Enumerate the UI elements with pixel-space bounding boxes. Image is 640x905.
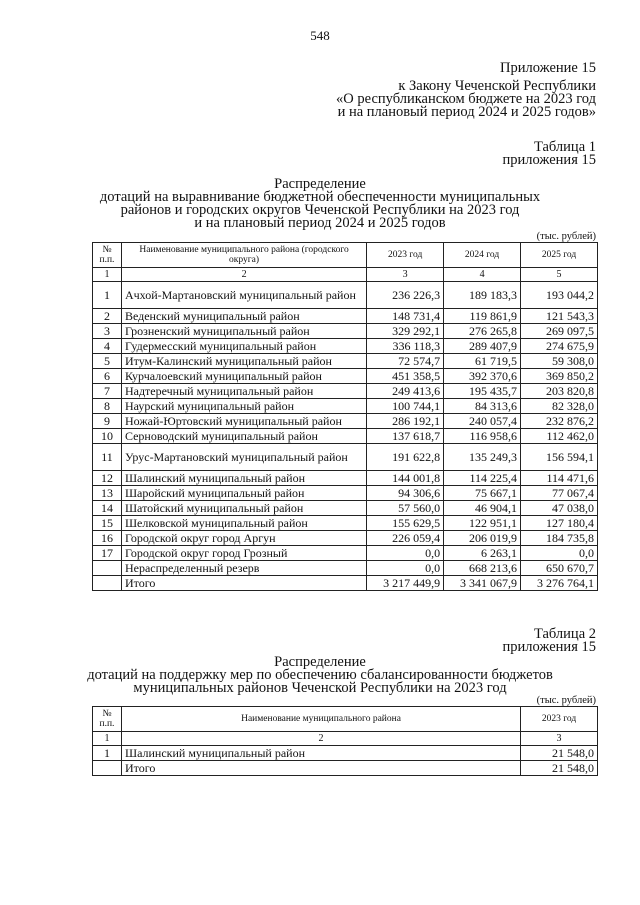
- page-number: 548: [310, 28, 330, 43]
- row-value-2023: 236 226,3: [367, 282, 444, 309]
- table-row: [93, 369, 598, 384]
- row-number: 2: [93, 309, 122, 324]
- colnum: 1: [93, 268, 122, 282]
- table2-header-row: [93, 707, 598, 732]
- row-value-2024: 240 057,4: [444, 414, 521, 429]
- row-value-2023: 329 292,1: [367, 324, 444, 339]
- row-value-2024: 46 904,1: [444, 501, 521, 516]
- table-row: [93, 471, 598, 486]
- row-value-2024: 276 265,8: [444, 324, 521, 339]
- header-name: Наименование муниципального района (городского округа): [121, 243, 366, 268]
- row-value-2025: 193 044,2: [521, 282, 598, 309]
- row-number: [93, 576, 122, 591]
- colnum: 5: [521, 268, 598, 282]
- row-value-2025: 3 276 764,1: [521, 576, 598, 591]
- row-name: Итого: [121, 761, 520, 776]
- table-row: [93, 546, 598, 561]
- table1-heading-line: дотаций на выравнивание бюджетной обеспеченности муниципальных: [99, 189, 541, 205]
- table1-heading-line: и на плановый период 2024 и 2025 годов: [194, 215, 446, 231]
- row-number: [93, 761, 122, 776]
- table2-label-line: Таблица 2: [533, 626, 596, 642]
- row-name: Курчалоевский муниципальный район: [121, 369, 366, 384]
- row-value-2024: 392 370,6: [444, 369, 521, 384]
- row-value-2023: 3 217 449,9: [367, 576, 444, 591]
- table-row: [93, 531, 598, 546]
- appendix-title: Приложение 15: [500, 60, 596, 76]
- row-value-2024: 195 435,7: [444, 384, 521, 399]
- table-row: [93, 501, 598, 516]
- row-value-2025: 0,0: [521, 546, 598, 561]
- table2-heading-line: Распределение: [274, 654, 366, 670]
- colnum: 2: [121, 732, 520, 746]
- row-value-2024: 6 263,1: [444, 546, 521, 561]
- table-row: [93, 282, 598, 309]
- row-value-2023: 21 548,0: [521, 746, 598, 761]
- table1-heading-line: районов и городских округов Чеченской Республики на 2023 год: [120, 202, 520, 218]
- row-number: 6: [93, 369, 122, 384]
- row-value-2023: 451 358,5: [367, 369, 444, 384]
- colnum: 4: [444, 268, 521, 282]
- table2: [92, 706, 598, 776]
- row-value-2025: 369 850,2: [521, 369, 598, 384]
- row-value-2025: 82 328,0: [521, 399, 598, 414]
- header-2024: 2024 год: [444, 243, 521, 268]
- table-row: [93, 576, 598, 591]
- row-name: Грозненский муниципальный район: [121, 324, 366, 339]
- row-value-2023: 144 001,8: [367, 471, 444, 486]
- table-row: [93, 324, 598, 339]
- row-value-2025: 203 820,8: [521, 384, 598, 399]
- row-number: 7: [93, 384, 122, 399]
- row-value-2025: 121 543,3: [521, 309, 598, 324]
- row-name: Ачхой-Мартановский муниципальный район: [121, 282, 366, 309]
- table1-label-line: приложения 15: [502, 152, 596, 168]
- row-value-2023: 226 059,4: [367, 531, 444, 546]
- row-number: 1: [93, 746, 122, 761]
- row-name: Городской округ город Грозный: [121, 546, 366, 561]
- row-name: Шаройский муниципальный район: [121, 486, 366, 501]
- table2-heading-line: дотаций на поддержку мер по обеспечению сбалансированности бюджетов: [87, 667, 553, 683]
- row-value-2025: 77 067,4: [521, 486, 598, 501]
- row-number: [93, 561, 122, 576]
- row-value-2025: 112 462,0: [521, 429, 598, 444]
- table1: [92, 242, 598, 591]
- appendix-line: и на плановый период 2024 и 2025 годов»: [337, 104, 596, 120]
- header-2025: 2025 год: [521, 243, 598, 268]
- row-number: 12: [93, 471, 122, 486]
- row-name: Шатойский муниципальный район: [121, 501, 366, 516]
- row-value-2025: 59 308,0: [521, 354, 598, 369]
- table1-colnum-row: [93, 268, 598, 282]
- row-value-2023: 155 629,5: [367, 516, 444, 531]
- table-row: [93, 486, 598, 501]
- table-row: [93, 444, 598, 471]
- table1-units: (тыс. рублей): [536, 231, 596, 242]
- header-num: № п.п.: [93, 243, 122, 268]
- row-number: 10: [93, 429, 122, 444]
- row-value-2025: 127 180,4: [521, 516, 598, 531]
- table-row: [93, 516, 598, 531]
- row-name: Городской округ город Аргун: [121, 531, 366, 546]
- table-row: [93, 561, 598, 576]
- row-value-2025: 274 675,9: [521, 339, 598, 354]
- table-row: [93, 339, 598, 354]
- row-value-2025: 269 097,5: [521, 324, 598, 339]
- row-name: Итум-Калинский муниципальный район: [121, 354, 366, 369]
- row-number: 11: [93, 444, 122, 471]
- table-row: [93, 354, 598, 369]
- row-value-2023: 100 744,1: [367, 399, 444, 414]
- row-name: Надтеречный муниципальный район: [121, 384, 366, 399]
- row-number: 1: [93, 282, 122, 309]
- row-value-2024: 189 183,3: [444, 282, 521, 309]
- row-name: Шалинский муниципальный район: [121, 746, 520, 761]
- row-number: 13: [93, 486, 122, 501]
- appendix-header: [336, 62, 596, 119]
- row-number: 16: [93, 531, 122, 546]
- row-value-2023: 336 118,3: [367, 339, 444, 354]
- row-name: Урус-Мартановский муниципальный район: [121, 444, 366, 471]
- row-value-2024: 75 667,1: [444, 486, 521, 501]
- row-value-2023: 0,0: [367, 546, 444, 561]
- row-value-2024: 116 958,6: [444, 429, 521, 444]
- row-number: 14: [93, 501, 122, 516]
- row-name: Шелковской муниципальный район: [121, 516, 366, 531]
- colnum: 3: [367, 268, 444, 282]
- row-name: Шалинский муниципальный район: [121, 471, 366, 486]
- colnum: 1: [93, 732, 122, 746]
- row-number: 9: [93, 414, 122, 429]
- row-value-2025: 156 594,1: [521, 444, 598, 471]
- row-number: 15: [93, 516, 122, 531]
- table2-label-line: приложения 15: [502, 639, 596, 655]
- table-row: [93, 429, 598, 444]
- table-row: [93, 384, 598, 399]
- row-name: Гудермесский муниципальный район: [121, 339, 366, 354]
- row-value-2023: 286 192,1: [367, 414, 444, 429]
- row-value-2024: 3 341 067,9: [444, 576, 521, 591]
- table2-label: [503, 628, 596, 654]
- table2-units: (тыс. рублей): [536, 695, 596, 706]
- header-num: № п.п.: [93, 707, 122, 732]
- row-value-2023: 137 618,7: [367, 429, 444, 444]
- row-value-2025: 232 876,2: [521, 414, 598, 429]
- row-value-2023: 148 731,4: [367, 309, 444, 324]
- row-value-2025: 650 670,7: [521, 561, 598, 576]
- table1-label-line: Таблица 1: [533, 139, 596, 155]
- row-value-2024: 119 861,9: [444, 309, 521, 324]
- table1-label: [503, 141, 596, 167]
- row-value-2024: 61 719,5: [444, 354, 521, 369]
- header-name: Наименование муниципального района: [121, 707, 520, 732]
- row-name: Наурский муниципальный район: [121, 399, 366, 414]
- table1-heading-line: Распределение: [274, 176, 366, 192]
- row-value-2024: 114 225,4: [444, 471, 521, 486]
- row-value-2025: 184 735,8: [521, 531, 598, 546]
- row-number: 3: [93, 324, 122, 339]
- table-row: [93, 399, 598, 414]
- row-name: Веденский муниципальный район: [121, 309, 366, 324]
- colnum: 3: [521, 732, 598, 746]
- row-value-2023: 57 560,0: [367, 501, 444, 516]
- table-row: [93, 414, 598, 429]
- row-value-2023: 72 574,7: [367, 354, 444, 369]
- row-value-2024: 135 249,3: [444, 444, 521, 471]
- appendix-line: к Закону Чеченской Республики: [398, 78, 596, 94]
- table2-colnum-row: [93, 732, 598, 746]
- row-number: 17: [93, 546, 122, 561]
- row-name: Ножай-Юртовский муниципальный район: [121, 414, 366, 429]
- table1-heading: [40, 178, 600, 230]
- row-name: Итого: [121, 576, 366, 591]
- table1-header-row: [93, 243, 598, 268]
- row-value-2024: 668 213,6: [444, 561, 521, 576]
- table-row: [93, 309, 598, 324]
- row-value-2023: 21 548,0: [521, 761, 598, 776]
- header-2023: 2023 год: [367, 243, 444, 268]
- row-value-2023: 94 306,6: [367, 486, 444, 501]
- row-name: Нераспределенный резерв: [121, 561, 366, 576]
- table-row: [93, 761, 598, 776]
- row-number: 5: [93, 354, 122, 369]
- header-2023: 2023 год: [521, 707, 598, 732]
- appendix-line: «О республиканском бюджете на 2023 год: [336, 91, 596, 107]
- row-number: 8: [93, 399, 122, 414]
- row-number: 4: [93, 339, 122, 354]
- row-value-2024: 289 407,9: [444, 339, 521, 354]
- row-value-2024: 206 019,9: [444, 531, 521, 546]
- row-value-2025: 47 038,0: [521, 501, 598, 516]
- row-value-2025: 114 471,6: [521, 471, 598, 486]
- row-name: Серноводский муниципальный район: [121, 429, 366, 444]
- table2-heading-line: муниципальных районов Чеченской Республики на 2023 год: [133, 680, 507, 696]
- row-value-2023: 0,0: [367, 561, 444, 576]
- row-value-2024: 122 951,1: [444, 516, 521, 531]
- table-row: [93, 746, 598, 761]
- colnum: 2: [121, 268, 366, 282]
- row-value-2023: 249 413,6: [367, 384, 444, 399]
- row-value-2023: 191 622,8: [367, 444, 444, 471]
- row-value-2024: 84 313,6: [444, 399, 521, 414]
- table2-heading: [40, 656, 600, 695]
